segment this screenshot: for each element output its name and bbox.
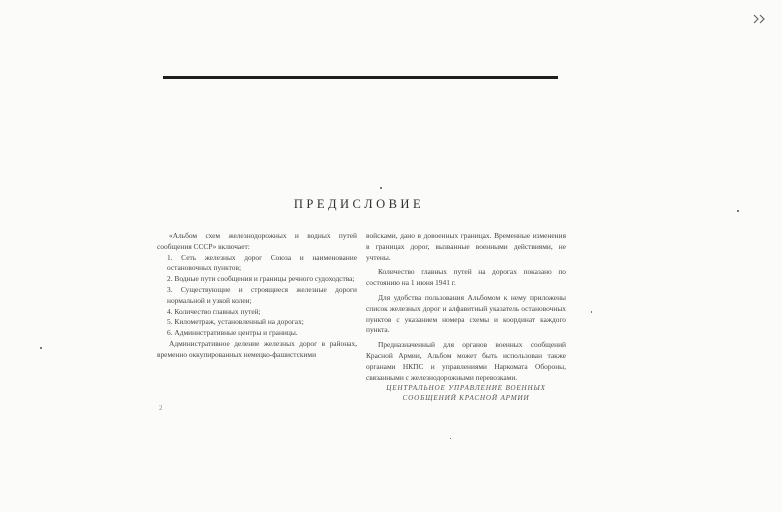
corner-mark-icon	[752, 12, 768, 26]
signature-line: СООБЩЕНИЙ КРАСНОЙ АРМИИ	[402, 394, 530, 403]
list-item: 1. Сеть железных дорог Союза и наименование остановочных пунктов;	[167, 252, 357, 273]
list-item: 2. Водные пути сообщения и границы речного судоходства;	[167, 274, 355, 284]
preface-title: ПРЕДИСЛОВИЕ	[293, 197, 425, 211]
page-number: 2	[159, 404, 163, 412]
header-rule	[163, 76, 558, 79]
paper-speck	[591, 311, 592, 313]
tracks-paragraph: Количество главных путей на дорогах показано по состоянию на 1 июня 1941 г.	[366, 267, 566, 288]
list-item: 5. Километраж, установленный на дорогах;	[167, 317, 304, 327]
list-item: 6. Административные центры и границы.	[167, 328, 298, 338]
paper-speck	[380, 187, 382, 189]
closing-paragraph: Административное деление железных дорог в районах, временно оккупированных немецко-фашистскими	[157, 338, 357, 359]
continuation-paragraph: войсками, дано в довоенных границах. Временные изменения в границах дорог, вызванные военными действиями, не учтены.	[366, 231, 566, 262]
list-item: 4. Количество главных путей;	[167, 306, 261, 316]
list-item: 3. Существующие и строящиеся железные дороги нормальной и узкой колеи;	[167, 284, 357, 305]
right-column	[366, 231, 566, 403]
paper-speck	[450, 438, 451, 439]
left-column	[157, 231, 357, 361]
index-paragraph: Для удобства пользования Альбомом к нему приложены список железных дорог и алфавитный указатель остановочных пунктов с указанием номера схемы и координат каждого пункта.	[366, 292, 566, 335]
intro-paragraph: «Альбом схем железнодорожных и водных путей сообщения СССР» включает:	[157, 231, 357, 251]
paper-speck	[737, 210, 739, 212]
purpose-paragraph: Предназначенный для органов военных сообщений Красной Армии, Альбом может быть использован также органами НКПС и управлениями Наркомата Обороны, связанными с железнодорожными перевозками.	[366, 340, 566, 382]
paper-speck	[40, 347, 42, 349]
signature-line: ЦЕНТРАЛЬНОЕ УПРАВЛЕНИЕ ВОЕННЫХ	[386, 384, 546, 393]
